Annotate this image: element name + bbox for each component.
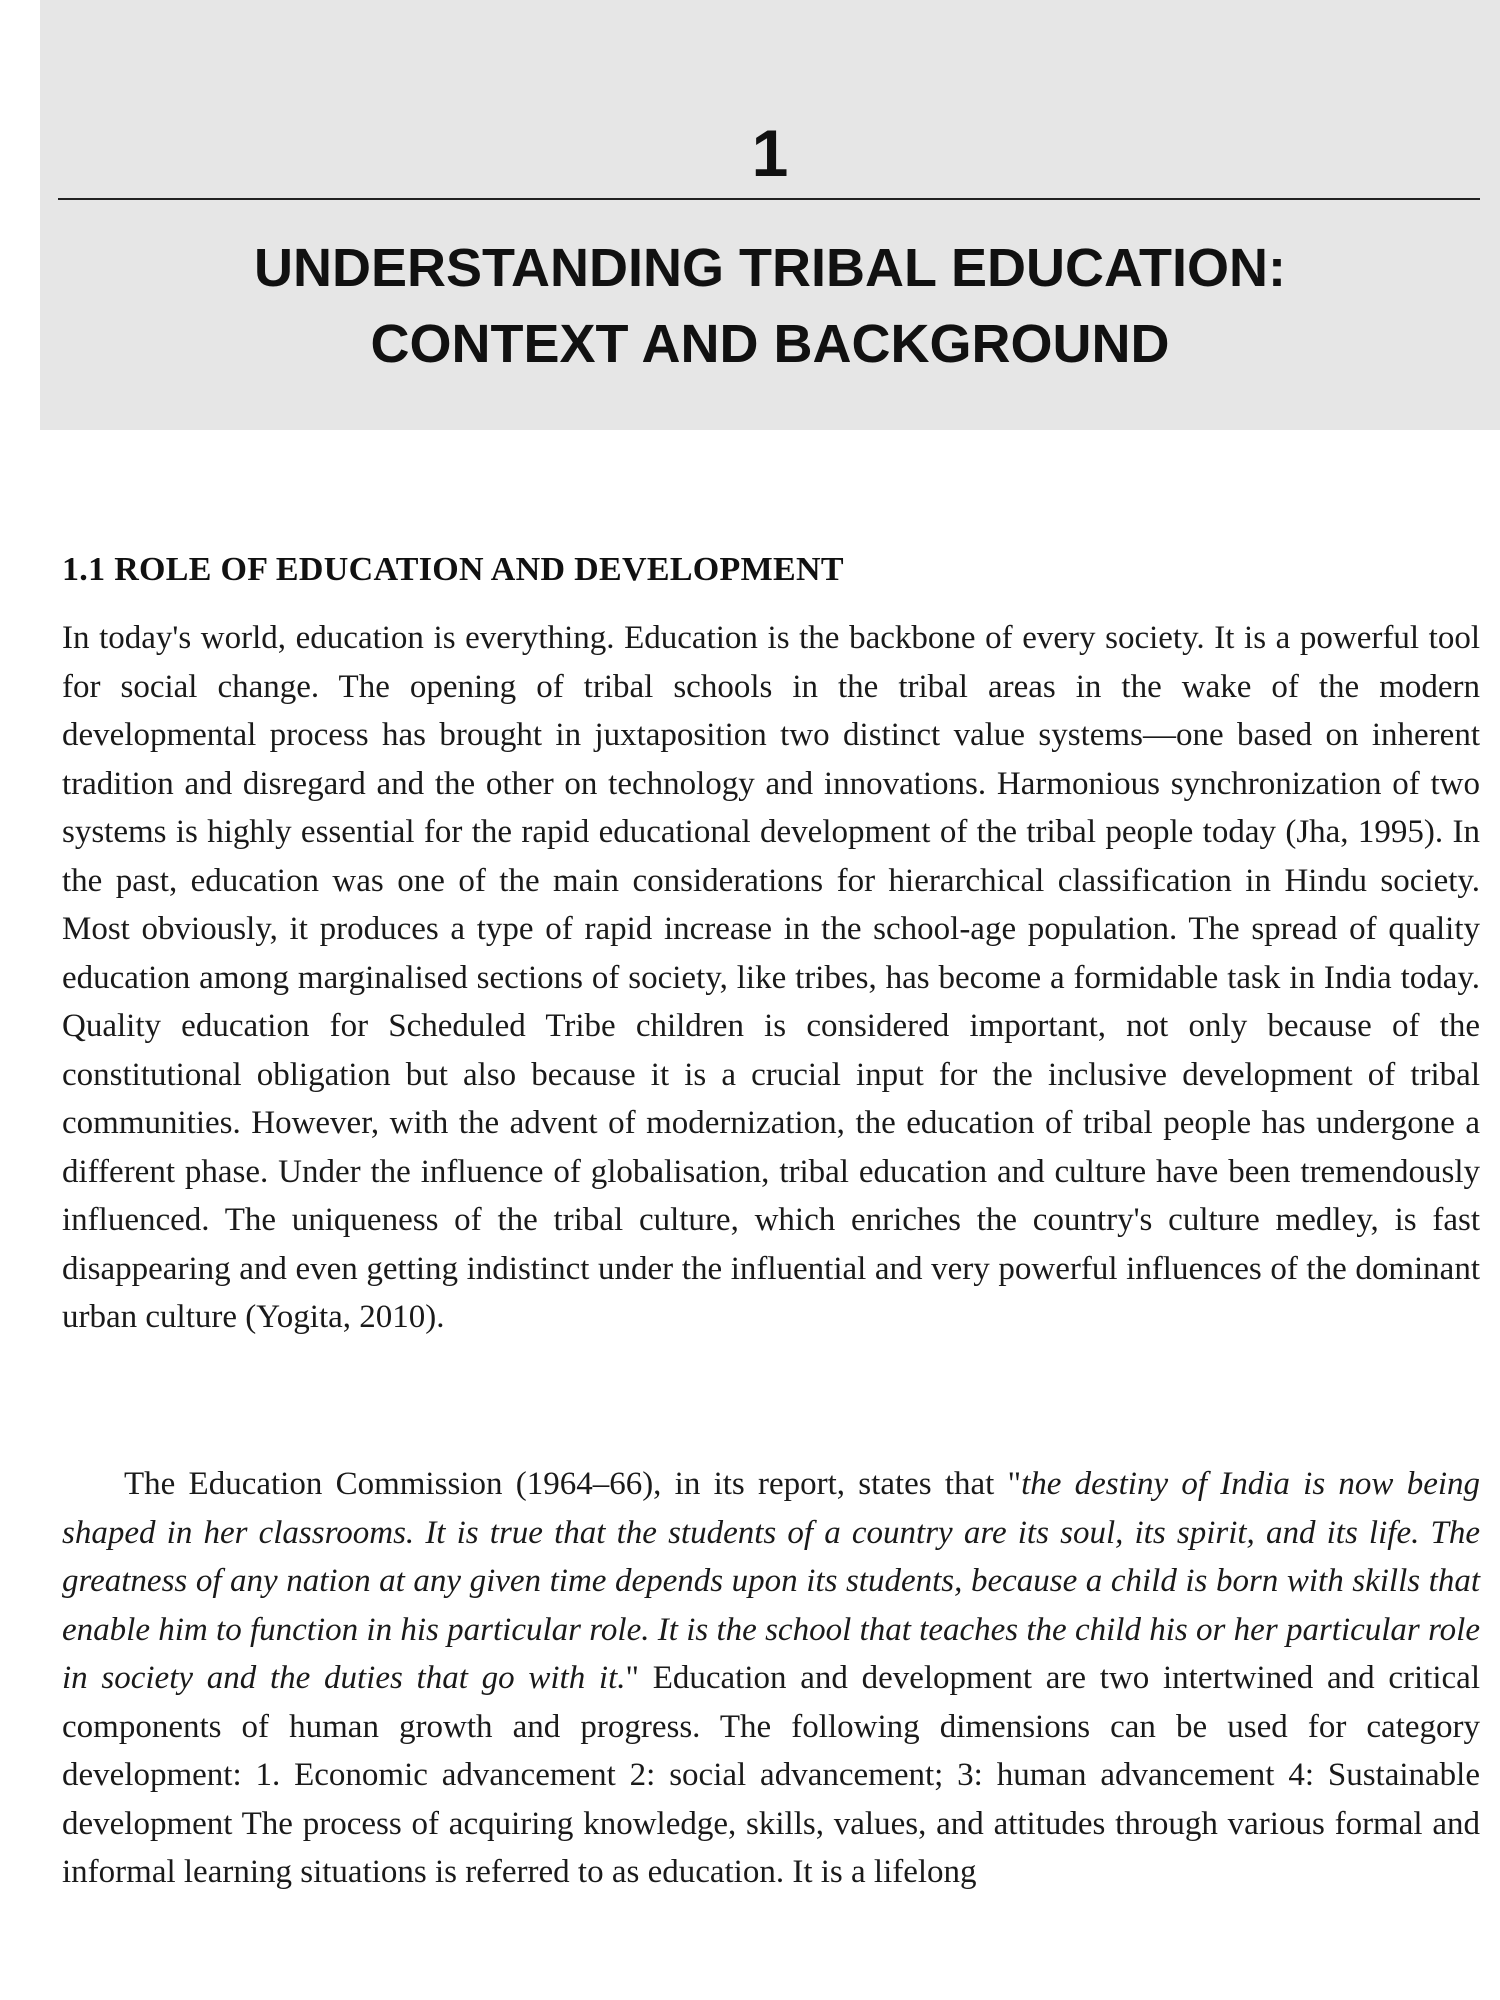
commission-quote: the destiny of India is now being shaped in her classrooms. It is true that the students of a country are its soul, its spirit, and its life. The greatness of any nation at any given time depends upon its students, because a child is born with skills that enable him to function in his particular role. It is the school that teaches the child his or her particular role in society and the duties that go with it. xyxy=(62,1466,1481,1696)
paragraph-2-continuation: " Education and development are two intertwined and critical components of human growth and progress. The following dimensions can be used for category development: 1. Economic advancement 2: social advancement; 3: human advancement 4: Sustainable development The process of acquiring knowledge, skills, values, and attitudes through various formal and informal learning situations is referred to as education. It is a lifelong xyxy=(62,1660,1480,1890)
chapter-divider xyxy=(58,198,1480,200)
section-heading: 1.1 ROLE OF EDUCATION AND DEVELOPMENT xyxy=(62,551,844,588)
chapter-header xyxy=(40,0,1500,430)
body-paragraph-2 xyxy=(62,1460,1480,1897)
chapter-number: 1 xyxy=(751,116,789,190)
paragraph-2-lead: The Education Commission (1964–66), in its report, states that " xyxy=(124,1466,1022,1502)
chapter-title-line-1: UNDERSTANDING TRIBAL EDUCATION: xyxy=(254,238,1286,298)
body-paragraph-1: In today's world, education is everything. Education is the backbone of every society. It is a powerful tool for social change. The opening of tribal schools in the tribal areas in the wake of the modern developmental process has brought in juxtaposition two distinct value systems—one based on inherent tradition and disregard and the other on technology and innovations. Harmonious synchronization of two systems is highly essential for the rapid educational development of the tribal people today (Jha, 1995). In the past, education was one of the main considerations for hierarchical classification in Hindu society. Most obviously, it produces a type of rapid increase in the school-age population. The spread of quality education among marginalised sections of society, like tribes, has become a formidable task in India today. Quality education for Scheduled Tribe children is considered important, not only because of the constitutional obligation but also because it is a crucial input for the inclusive development of tribal communities. However, with the advent of modernization, the education of tribal people has undergone a different phase. Under the influence of globalisation, tribal education and culture have been tremendously influenced. The uniqueness of the tribal culture, which enriches the country's culture medley, is fast disappearing and even getting indistinct under the influential and very powerful influences of the dominant urban culture (Yogita, 2010). xyxy=(62,620,1480,1335)
chapter-title xyxy=(40,230,1500,382)
chapter-title-line-2: CONTEXT AND BACKGROUND xyxy=(370,314,1170,374)
